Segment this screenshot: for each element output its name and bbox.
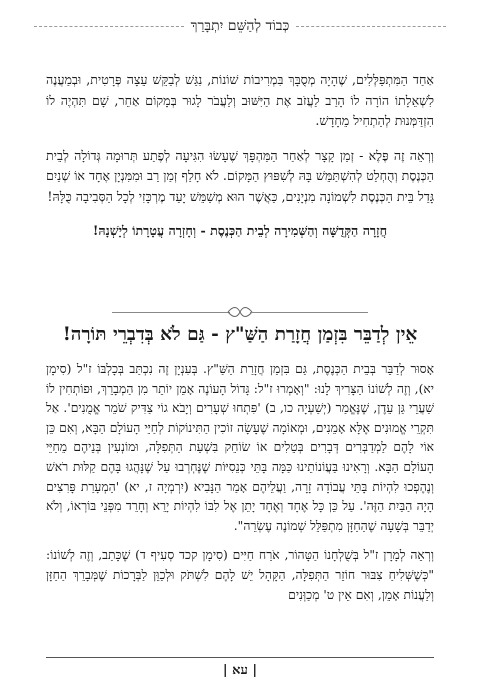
section-2 <box>46 360 434 615</box>
running-title: כְּבוֹד לְהַשֵּׁם יִתְבָּרַךְ <box>183 18 298 35</box>
divider-line-left <box>112 312 230 313</box>
footer-rule <box>46 657 434 658</box>
page-number: | עא | <box>222 663 258 678</box>
header-rule-right <box>296 26 446 27</box>
paragraph-2: וְרְאֵה זֶה פֶּלֶא - זְמַן קָצָר לְאַחַר הַמַּהְפָּךְ שֶׁעָשׂוּ הִגִּיעָה לְפֶתַע תְּרוּמָה גְּדוֹלָה לְבֵית הַכְּנֶסֶת וְהֻחְלַט לְהִשְׁתַּמֵּשׁ בָּהּ לְשִׁפּוּץ הַמָּקוֹם. לֹא חָלַף זְמַן רַב וּמִמִּנְיָן אֶחָד אוֹ שְׁנַיִם גָּדַל בֵּית הַכְּנֶסֶת לִשְׁמוֹנָה מִנְיָנִים, כַּאֲשֶׁר הוּא מְשַׁמֵּשׁ יָעַד מֶרְכָּזִי לְכָל הַסְּבִיבָה כֻּלָּהּ! <box>46 147 434 204</box>
section-1 <box>46 70 434 242</box>
paragraph-3: אָסוּר לְדַבֵּר בְּבֵית הַכְּנֶסֶת, גַּם בִּזְמַן חֲזָרַת הַשַּׁ"ץ. בְּעִנְיָן זֶה נִכְתַּב בְּכָלְבּוֹ ז"ל (סִימָן יא), וְזֶה לְשׁוֹנוֹ הַצָּרִיךְ לָנוּ: "וְאָמְרוּ ז"ל: גָּדוֹל הָעוֹנֶה אָמֵן יוֹתֵר מִן הַמְבָרֵךְ, וּפוֹתְחִין לוֹ שַׁעֲרֵי גַּן עֵדֶן, שֶׁנֶּאֱמַר (יְשַׁעְיָה כו, ב) 'פִּתְחוּ שְׁעָרִים וְיָבֹא גוֹי צַדִּיק שֹׁמֵר אֱמֻנִים'. אַל תִּקְרֵי אֱמוּנִים אֶלָּא אָמֵנִים, וּמְאוֹמָה שֶׁעָשָׂה זוֹכִין הַתִּינוֹקוֹת לְחַיֵּי הָעוֹלָם הַבָּא, וְאִם כֵּן אוֹי לָהֶם לַמְדַבְּרִים דְּבָרִים בְּטֵלִים אוֹ שׂוֹחֵק בִּשְׁעַת הַתְּפִלָּה, וּמוֹנְעִין בְּנֵיהֶם מֵחַיֵּי הָעוֹלָם הַבָּא. וְרָאִינוּ בַּעֲוֹנוֹתֵינוּ כַּמָּה בָּתֵּי כְּנֵסִיּוֹת שֶׁנֶּחְרְבוּ עַל שֶׁנָּהֲגוּ בָּהֶם קַלּוּת רֹאשׁ וְנֶהֶפְכוּ לִהְיוֹת בָּתֵּי עֲבוֹדָה זָרָה, וַעֲלֵיהֶם אָמַר הַנָּבִיא (יִרְמְיָה ז, יא) 'הַמְעָרַת פָּרִצִים הָיָה הַבַּיִת הַזֶּה'. עַל כֵּן כָּל אֶחָד וְאֶחָד יָתֵן אֶל לִבּוֹ לִהְיוֹת יָרֵא וְחָרֵד מִפְּנֵי בּוֹרְאוֹ, וְלֹא יְדַבֵּר בְּשָׁעָה שֶׁהַחַזָּן מִתְפַּלֵּל שְׁמוֹנֶה עֶשְׂרֵה". <box>46 362 434 533</box>
paragraph-4: וְרְאֵה לְמָרָן ז"ל בְּשֻׁלְחָנוֹ הַטָּהוֹר, אֹרַח חַיִּים (סִימָן קכד סְעִיף ד) שֶׁכָּתַב, וְזֶה לְשׁוֹנוֹ: "כְּשֶׁשְּׁלִיחַ צִבּוּר חוֹזֵר הַתְּפִלָּה, הַקָּהָל יֵשׁ לָהֶם לִשְׁתֹּק וּלְכַוֵּן לַבְּרָכוֹת שֶׁמְּבָרֵךְ הַחַזָּן וְלַעֲנוֹת אָמֵן, וְאִם אֵין ט' מְכַוְּנִים <box>46 548 434 602</box>
closing-line: חֲזָרָה הַקְּדֻשָּׁה וְהַשְּׁמִירָה לְבֵית הַכְּנֶסֶת - וְחָזְרָה עֲטָרָתוֹ לְיָשְׁנָהּ! <box>92 223 388 238</box>
paragraph-1: אַחַד הַמִּתְפַּלְּלִים, שֶׁהָיָה מְסֻבָּךְ בִּמְרִיבוֹת שׁוֹנוֹת, נִגַּשׁ לְבַקֵּשׁ עֵצָה פְּרָטִית, וּבְמַעֲנֶה לִשְׁאֵלָתוֹ הוֹרָה לוֹ הָרַב לַעֲזֹב אֶת הַיִּשּׁוּב וְלַעֲבֹר לָגוּר בְּמָקוֹם אַחֵר, שָׁם תִּהְיֶה לוֹ הִזְדַּמְּנוּת לְהַתְחִיל מֵחָדָשׁ. <box>46 72 434 128</box>
header-rule-left <box>34 26 184 27</box>
divider-line-right <box>250 312 368 313</box>
section-divider <box>0 306 480 318</box>
running-header <box>0 16 480 36</box>
section-title: אֵין לְדַבֵּר בִּזְמַן חֲזָרַת הַשַּׁ"ץ - גַּם לֹא בְּדִבְרֵי תּוֹרָה! <box>62 324 418 345</box>
